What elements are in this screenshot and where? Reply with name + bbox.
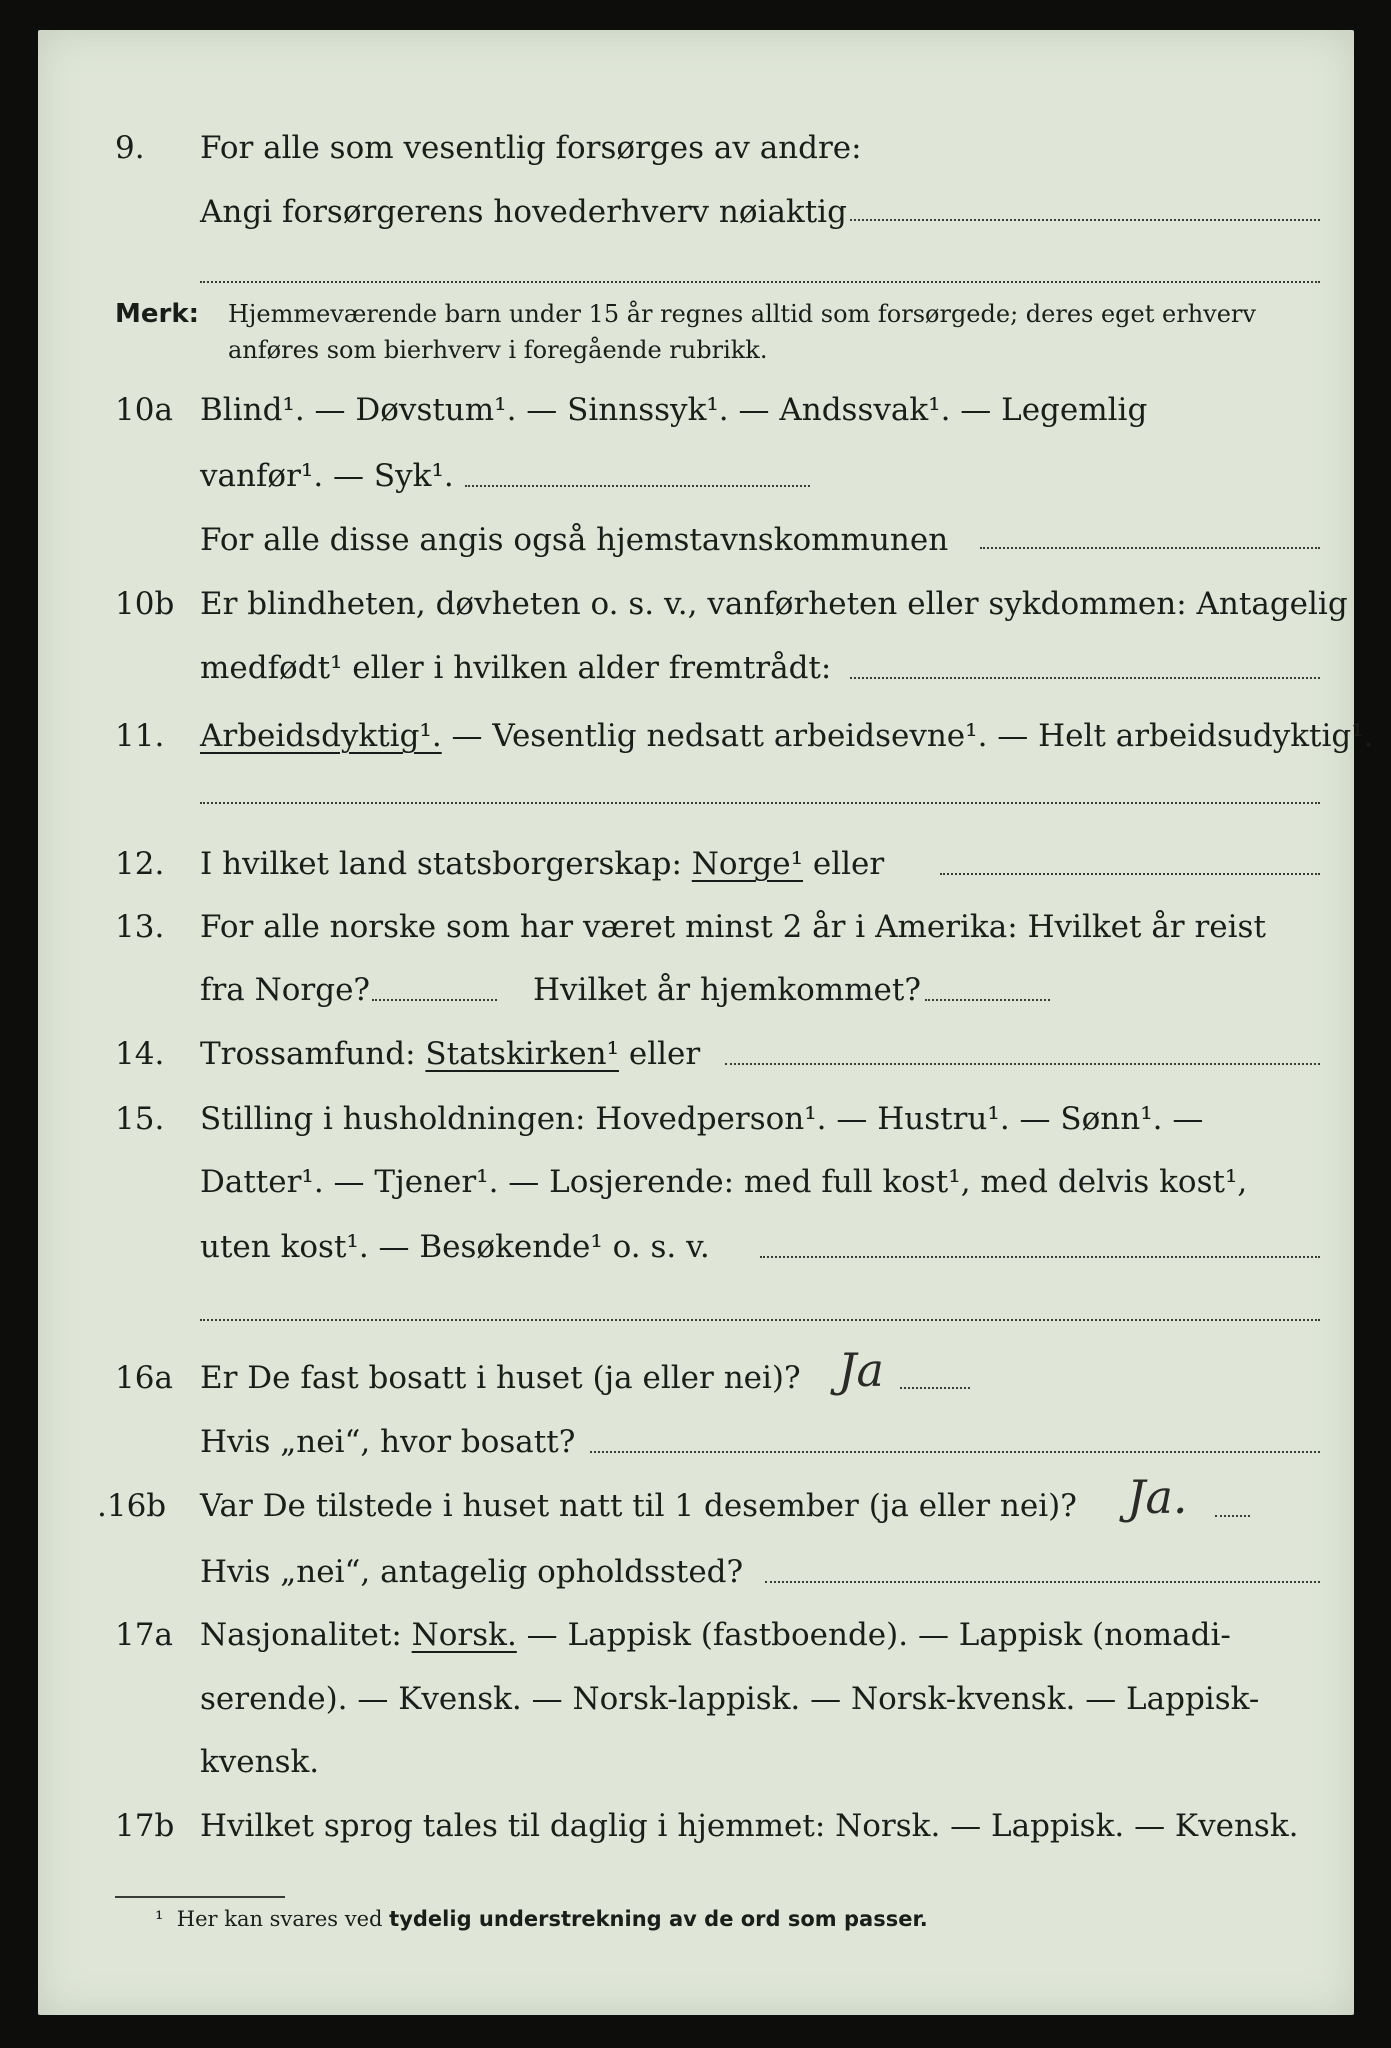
answer-line[interactable] — [900, 1387, 970, 1389]
answer-line[interactable] — [765, 1581, 1320, 1583]
item-number: 12. — [115, 846, 165, 882]
question-text: medfødt¹ eller i hvilken alder fremtrådt: — [200, 650, 832, 686]
footnote-text: Her kan svares ved — [176, 1907, 390, 1931]
answer-line[interactable] — [980, 547, 1320, 549]
question-text: Angi forsørgerens hovederhverv nøiaktig — [200, 194, 847, 230]
question-text: For alle disse angis også hjemstavnskommunen — [200, 522, 949, 558]
answer-line[interactable] — [372, 999, 497, 1001]
underlined-answer: Statskirken¹ — [425, 1036, 619, 1072]
question-text: Hvilket år hjemkommet? — [533, 972, 921, 1008]
answer-line[interactable] — [1215, 1515, 1250, 1517]
answer-line[interactable] — [925, 999, 1050, 1001]
question-text: Hvis „nei“, antagelig opholdssted? — [200, 1554, 744, 1590]
item-number: 17a — [115, 1617, 173, 1653]
handwritten-answer: Ja. — [1127, 1470, 1188, 1524]
answer-line[interactable] — [590, 1451, 1320, 1453]
question-text-post: eller — [803, 846, 885, 882]
question-text-post: — Lappisk (fastboende). — Lappisk (nomadi- — [516, 1617, 1231, 1653]
question-text: Stilling i husholdningen: Hovedperson¹. — Hustru¹. — Sønn¹. — — [200, 1101, 1204, 1137]
answer-line[interactable] — [200, 802, 1320, 804]
answer-line[interactable] — [465, 485, 810, 487]
item-number: 17b — [115, 1808, 175, 1844]
underlined-answer: Norsk. — [411, 1617, 517, 1653]
footnote-bold-text: tydelig understrekning av de ord som passer. — [389, 1907, 928, 1931]
question-text-rest: — Vesentlig nedsatt arbeidsevne¹. — Helt arbeidsudyktig¹. — [441, 718, 1374, 754]
answer-line[interactable] — [200, 281, 1320, 283]
question-text: Hvis „nei“, hvor bosatt? — [200, 1424, 576, 1460]
question-text: uten kost¹. — Besøkende¹ o. s. v. — [200, 1229, 710, 1265]
item-number: 15. — [115, 1101, 165, 1137]
footnote-mark: ¹ — [155, 1907, 164, 1931]
item-number: 9. — [115, 130, 145, 166]
question-text: Blind¹. — Døvstum¹. — Sinnssyk¹. — Andssvak¹. — Legemlig — [200, 392, 1148, 428]
answer-line[interactable] — [760, 1256, 1320, 1258]
note-label: Merk: — [115, 299, 200, 329]
answer-line[interactable] — [200, 1319, 1320, 1321]
note-text: Hjemmeværende barn under 15 år regnes alltid som forsørgede; deres eget erhverv — [228, 300, 1256, 328]
question-text: kvensk. — [200, 1744, 320, 1780]
item-number: 13. — [115, 909, 165, 945]
question-text: Datter¹. — Tjener¹. — Losjerende: med full kost¹, med delvis kost¹, — [200, 1164, 1248, 1200]
question-text: For alle norske som har været minst 2 år i Amerika: Hvilket år reist — [200, 909, 1266, 945]
question-text: For alle som vesentlig forsørges av andre: — [200, 130, 862, 166]
question-text: Er De fast bosatt i huset (ja eller nei)? — [200, 1360, 801, 1396]
answer-line[interactable] — [940, 873, 1320, 875]
question-text: Hvilket sprog tales til daglig i hjemmet: Norsk. — Lappisk. — Kvensk. — [200, 1808, 1299, 1844]
question-text — [200, 714, 1374, 758]
question-text-pre: Nasjonalitet: — [200, 1617, 412, 1653]
item-number: 14. — [115, 1036, 165, 1072]
note-text: anføres som bierhverv i foregående rubrikk. — [228, 336, 768, 364]
handwritten-answer: Ja — [838, 1343, 884, 1397]
item-number: 16a — [115, 1360, 173, 1396]
item-number: 10b — [115, 586, 175, 622]
item-number: 10a — [115, 392, 173, 428]
footnote-divider — [115, 1896, 285, 1898]
question-text: Var De tilstede i huset natt til 1 desember (ja eller nei)? — [200, 1488, 1077, 1524]
question-text — [200, 1032, 700, 1076]
question-text: fra Norge? — [200, 972, 371, 1008]
question-text — [200, 842, 884, 886]
question-text-pre: Trossamfund: — [200, 1036, 426, 1072]
question-text: vanfør¹. — Syk¹. — [200, 458, 454, 494]
item-number: .16b — [97, 1488, 167, 1524]
question-text: Er blindheten, døvheten o. s. v., vanførheten eller sykdommen: Antagelig — [200, 586, 1348, 622]
footnote — [155, 1904, 928, 1934]
answer-line[interactable] — [850, 219, 1320, 221]
underlined-answer: Arbeidsdyktig¹. — [200, 718, 442, 754]
answer-line[interactable] — [725, 1063, 1320, 1065]
question-text-post: eller — [619, 1036, 701, 1072]
answer-line[interactable] — [850, 677, 1320, 679]
question-text-pre: I hvilket land statsborgerskap: — [200, 846, 692, 882]
item-number: 11. — [115, 718, 165, 754]
underlined-answer: Norge¹ — [691, 846, 804, 882]
question-text: serende). — Kvensk. — Norsk-lappisk. — Norsk-kvensk. — Lappisk- — [200, 1681, 1260, 1717]
question-text — [200, 1613, 1231, 1657]
